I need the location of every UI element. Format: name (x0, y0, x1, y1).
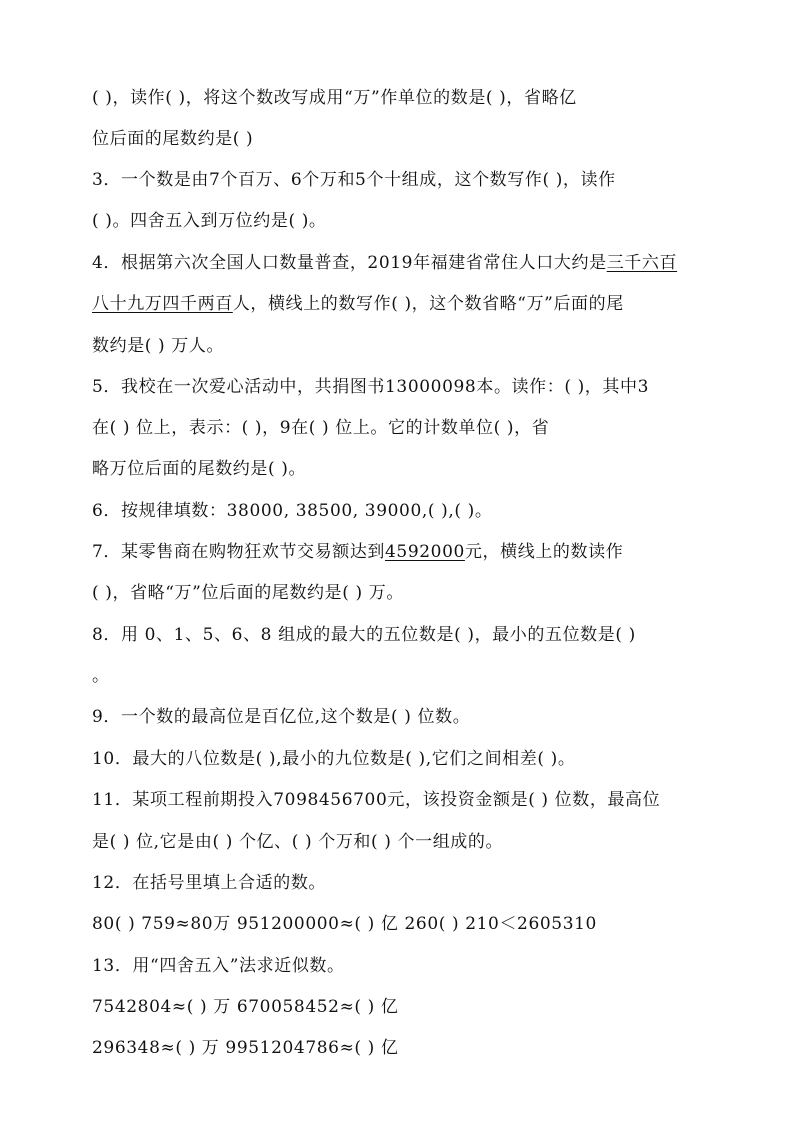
question-13-line-3 (92, 1036, 399, 1060)
question-12-text-2: 80( ) 759≈80万 951200000≈( ) 亿 260( ) 210＜2605310 (92, 914, 597, 934)
question-4-line-2 (92, 292, 624, 316)
question-5-text-2: 在( ) 位上，表示：( )，9在( ) 位上。它的计数单位( )，省 (92, 418, 550, 438)
question-13-line-2 (92, 995, 399, 1019)
question-4-text-1: 4．根据第六次全国人口数量普查，2019年福建省常住人口大约是 (92, 253, 607, 273)
question-2-line-2 (92, 127, 253, 151)
question-2-line-1 (92, 86, 577, 110)
question-4-text-2: 人，横线上的数写作( )，这个数省略“万”后面的尾 (232, 294, 624, 314)
question-3-line-1 (92, 168, 616, 192)
question-8-line-1 (92, 623, 636, 647)
question-11-text-1: 11．某项工程前期投入7098456700元，该投资金额是( ) 位数，最高位 (92, 790, 661, 810)
question-5-text-1: 5．我校在一次爱心活动中，共捐图书13000098本。读作：( )，其中3 (92, 377, 650, 397)
question-7-underlined-number: 4592000 (385, 542, 465, 562)
question-6-line (92, 499, 492, 523)
question-7-line-2 (92, 581, 404, 605)
question-13-text-1: 13．用“四舍五入”法求近似数。 (92, 956, 345, 976)
question-3-line-2 (92, 209, 327, 233)
question-4-text-3: 数约是( ) 万人。 (92, 336, 225, 356)
question-10-line (92, 747, 575, 771)
question-3-text-2: ( )。四舍五入到万位约是( )。 (92, 211, 327, 231)
question-11-text-2: 是( ) 位,它是由( ) 个亿、( ) 个万和( ) 个一组成的。 (92, 832, 504, 852)
question-8-text-1: 8．用 0、1、5、6、8 组成的最大的五位数是( )，最小的五位数是( ) (92, 625, 636, 645)
question-4-underlined-number-2: 八十九万四千两百 (92, 294, 233, 314)
question-13-text-3: 296348≈( ) 万 9951204786≈( ) 亿 (92, 1038, 399, 1058)
question-13-line-1 (92, 954, 345, 978)
question-7-text-1: 7．某零售商在购物狂欢节交易额达到 (92, 542, 386, 562)
question-4-underlined-number-1: 三千六百 (606, 253, 678, 273)
question-5-line-1 (92, 375, 649, 399)
question-11-line-2 (92, 830, 503, 854)
question-9-text: 9．一个数的最高位是百亿位,这个数是( ) 位数。 (92, 707, 471, 727)
question-6-text: 6．按规律填数：38000, 38500, 39000,( ),( )。 (92, 501, 493, 521)
question-10-text: 10．最大的八位数是( ),最小的九位数是( ),它们之间相差( )。 (92, 749, 576, 769)
question-5-text-3: 略万位后面的尾数约是( )。 (92, 459, 307, 479)
question-3-text-1: 3．一个数是由7个百万、6个万和5个十组成，这个数写作( )，读作 (92, 170, 616, 190)
question-2-text-1: ( )，读作( )，将这个数改写成用“万”作单位的数是( )，省略亿 (92, 88, 577, 108)
question-7-text-2: ( )，省略“万”位后面的尾数约是( ) 万。 (92, 583, 404, 603)
question-12-line-1 (92, 871, 326, 895)
question-8-text-2: 。 (92, 666, 110, 686)
question-4-line-3 (92, 334, 224, 358)
question-11-line-1 (92, 788, 660, 812)
question-4-line-1 (92, 251, 677, 275)
question-7-text-1b: 元，横线上的数读作 (464, 542, 624, 562)
question-13-text-2: 7542804≈( ) 万 670058452≈( ) 亿 (92, 997, 399, 1017)
question-5-line-3 (92, 457, 306, 481)
question-8-line-2 (92, 664, 110, 688)
question-2-text-2: 位后面的尾数约是( ) (92, 129, 254, 149)
question-12-line-2 (92, 912, 597, 936)
question-5-line-2 (92, 416, 549, 440)
question-9-line (92, 705, 470, 729)
question-7-line-1 (92, 540, 623, 564)
question-12-text-1: 12．在括号里填上合适的数。 (92, 873, 327, 893)
